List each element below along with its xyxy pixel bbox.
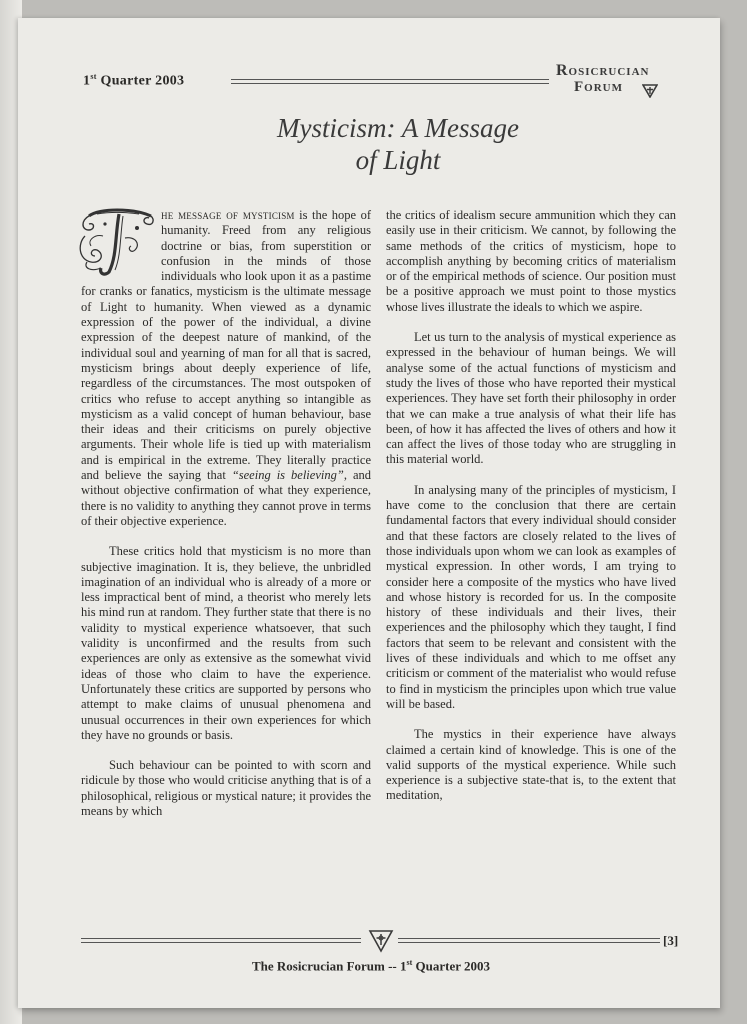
- paragraph-5: In analysing many of the principles of mysticism, I have come to the conclusion that there are certain fundamental factors that every individual should consider and that these factors are closely related to the lives of those individuals upon whom we can look as examples of mystical expression. In other words, I am trying to consider here a composite of the mystics who have lived and whose history is recorded for us. In the composite history of these individuals and their lives, their experiences and the philosophy which they taught, I find factors that seem to be relevant and consistent with the lives of these individuals and which to me offset any criticism or comment of the materialist who would refuse to find in mysticism the principles upon which true value will be based.: [386, 482, 676, 711]
- paragraph-3-continued: the critics of idealism secure ammunition which they can easily use in their criticism. We cannot, by following the same methods of the critics of mysticism, hope to accomplish anything by becoming critics of materialism or of the empirical methods of science. Our position must be a positive approach we must point to those mystics whose lives illustrate the ideals to which we aspire.: [386, 208, 676, 314]
- footer-publication-line: [81, 958, 661, 974]
- rose-cross-icon: [642, 84, 658, 98]
- article-title: [218, 112, 578, 176]
- paragraph-1: [81, 208, 371, 529]
- logo-line-2: Forum: [574, 79, 623, 95]
- paragraph-4: Let us turn to the analysis of mystical experience as expressed in the behaviour of human beings. We will analyse some of the actual functions of mysticism and study the lives of those who have reported their mystical experiences. They have set forth their philosophy in order that we can make a true analysis of what their life has been, of how it has affected the lives of others and how it can affect the lives of those today who are struggling in this material world.: [386, 330, 676, 467]
- page-header: [83, 62, 703, 108]
- magazine-page: [18, 18, 720, 1008]
- quarter-suffix: st: [90, 72, 97, 81]
- paragraph-2: These critics hold that mysticism is no more than subjective imagination. It is, they believe, the unbridled imagination of an individual who is already of a more or less impractical bent of mind, a theorist who merely lets his mind run at random. They further state that there is no validity to mystical experience whatsoever, that such validity is unconfirmed and the results from such experiences are only as extensive as the somewhat vivid ideas of those who claim to have the experience. Unfortunately these critics are supported by persons who attempt to make claims of unusual phenomena and unusual occurrences in their own experiences for which they have no grounds or basis.: [81, 544, 371, 742]
- lead-in-caps: he message of mysticism: [161, 208, 295, 222]
- rose-cross-emblem-icon: [368, 929, 394, 953]
- paragraph-3: Such behaviour can be pointed to with scorn and ridicule by those who would criticise anything that is of a philosophical, religious or mystical nature; it provides the means by which: [81, 758, 371, 818]
- footer-text-suffix: st: [406, 958, 413, 967]
- title-line-1: Mysticism: A Message: [277, 113, 519, 143]
- logo-line-1: Rosicrucian: [556, 62, 650, 79]
- header-rule: [231, 79, 549, 84]
- ornamental-drop-cap-t: [75, 206, 157, 278]
- rosicrucian-forum-logo: [556, 62, 706, 106]
- paragraph-1-end: , and without objective confirmation of what they experience, there is no validity to anything they cannot prove in terms of their objective experience.: [81, 468, 371, 528]
- quarter-label: Quarter 2003: [100, 73, 185, 89]
- footer-rule-left: [81, 938, 361, 943]
- paragraph-1-text: is the hope of humanity. Freed from any religious doctrine or bias, from superstition or confusion in the minds of those individuals who look upon it as a pastime for cranks or fanatics, mysticism is the ultimate message of Light to humanity. When viewed as a dynamic expression of the power of the individual, a divine expression of the deepest nature of mankind, of the individual soul and yearning of man for all that is sacred, mysticism brings about deeply experience of life, regardless of the circumstances. The most outspoken of critics who refuse to accept anything so intangible as mysticism as a valid concept of human behaviour, base their ideas and their criticisms on purely objective arguments. Their whole life is tied up with materialism and is empirical in the extreme. They literally practice and believe the saying that: [81, 208, 371, 483]
- text-column-left: [81, 208, 371, 834]
- quarter-number: 1: [83, 73, 91, 89]
- text-column-right: [386, 208, 676, 819]
- issue-quarter: [83, 72, 184, 90]
- page-number: [3]: [663, 933, 679, 948]
- footer-rule-right: [398, 938, 660, 943]
- footer-text-start: The Rosicrucian Forum -- 1: [251, 958, 407, 974]
- paragraph-6: The mystics in their experience have always claimed a certain kind of knowledge. This is one of the valid supports of the mystical experience. While such experience is a subjective state-that is, to the extent that meditation,: [386, 727, 676, 803]
- title-line-2: of Light: [355, 145, 441, 175]
- paragraph-1-quote: “seeing is believing”: [231, 468, 344, 483]
- footer-text-end: Quarter 2003: [412, 958, 491, 974]
